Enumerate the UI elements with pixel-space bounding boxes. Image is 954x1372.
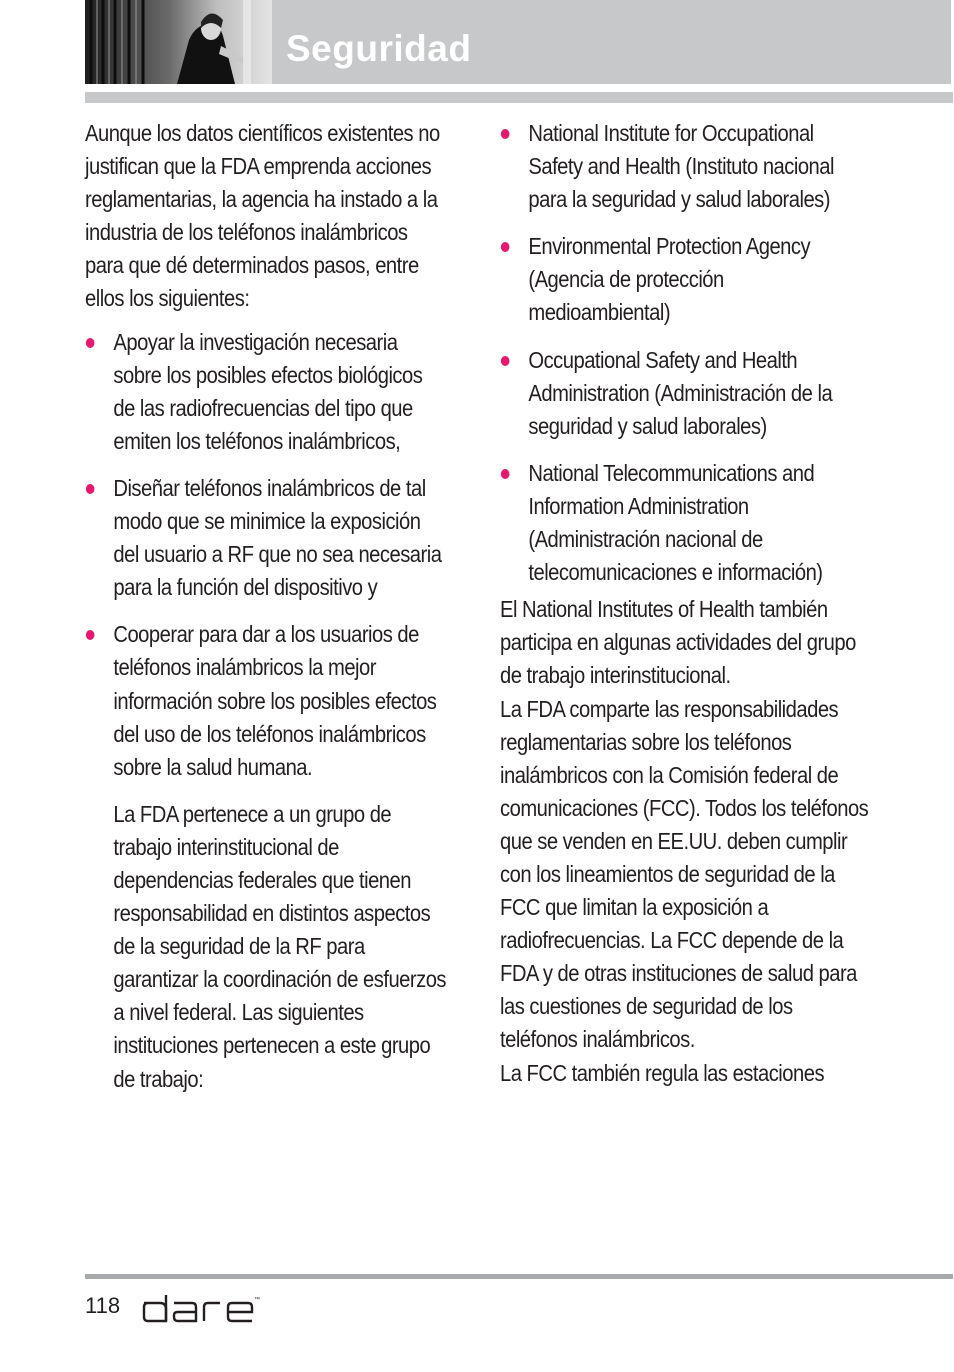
bullet-icon (86, 484, 95, 494)
footer-divider (85, 1274, 953, 1279)
right-column (500, 117, 870, 1090)
bullet-icon (501, 242, 510, 252)
list-item-text: Environmental Protection Agency (Agencia de protección medioambiental) (528, 233, 811, 326)
left-bullet-list (85, 326, 446, 784)
dare-logo-icon (140, 1293, 262, 1323)
person-photo-icon (85, 0, 272, 84)
list-item (85, 326, 446, 458)
bullet-icon (501, 129, 510, 139)
list-item (85, 618, 446, 783)
list-item (85, 472, 446, 604)
fda-fcc-paragraph: La FDA comparte las responsabilidades reglamentarias sobre los teléfonos inalámbricos con la Comisión federal de comunicaciones (FCC). Todos los teléfonos que se venden en EE.UU. deben cumplir con los lineamientos de seguridad de la FCC que limitan la exposición a radiofrecuencias. La FCC depende de la FDA y de otras instituciones de salud para las cuestiones de seguridad de los teléfonos inalámbricos. (500, 695, 869, 1053)
header-divider (85, 92, 953, 103)
bullet-icon (501, 356, 510, 366)
trademark-symbol: ™ (254, 1297, 260, 1303)
list-item-text: National Institute for Occupational Safety and Health (Instituto nacional para la seguridad y salud laborales) (528, 120, 834, 213)
list-item-text: National Telecommunications and Information Administration (Administración nacional de telecomunicaciones e información) (528, 459, 823, 586)
intro-paragraph: Aunque los datos científicos existentes no justifican que la FDA emprenda acciones reglamentarias, la agencia ha instado a la industria de los teléfonos inalámbricos para que dé determinados pasos, entre ellos los siguientes: (85, 120, 440, 312)
list-item-text: Cooperar para dar a los usuarios de teléfonos inalámbricos la mejor información sobre los posibles efectos del uso de los teléfonos inalámbricos sobre la salud humana. (113, 621, 437, 780)
header-photo (85, 0, 272, 84)
page-number: 118 (85, 1293, 121, 1318)
left-column (85, 117, 446, 1096)
bullet-icon (86, 338, 95, 348)
page-title: Seguridad (286, 28, 472, 69)
bullet-icon (501, 469, 510, 479)
list-item (500, 344, 870, 443)
closing-paragraph: La FDA pertenece a un grupo de trabajo interinstitucional de dependencias federales que tienen responsabilidad en distintos aspectos de la seguridad de la RF para garantizar la coordinación de esfuerzos a nivel federal. Las siguientes instituciones pertenecen a este grupo de trabajo: (113, 800, 447, 1092)
list-item-text: Diseñar teléfonos inalámbricos de tal modo que se minimice la exposición del usuario a RF que no sea necesaria para la función del dispositivo y (113, 474, 442, 601)
right-bullet-list (500, 117, 870, 589)
list-item (500, 117, 870, 216)
list-item (500, 457, 870, 589)
list-item-text: Occupational Safety and Health Administration (Administración de la seguridad y salud laborales) (528, 346, 833, 439)
bullet-icon (86, 630, 95, 640)
list-item-text: Apoyar la investigación necesaria sobre los posibles efectos biológicos de las radiofrecuencias del tipo que emiten los teléfonos inalámbricos, (113, 328, 423, 454)
fcc-paragraph: La FCC también regula las estaciones (500, 1059, 825, 1086)
list-item (500, 230, 870, 329)
nih-paragraph: El National Institutes of Health también participa en algunas actividades del grupo de trabajo interinstitucional. (500, 596, 856, 689)
